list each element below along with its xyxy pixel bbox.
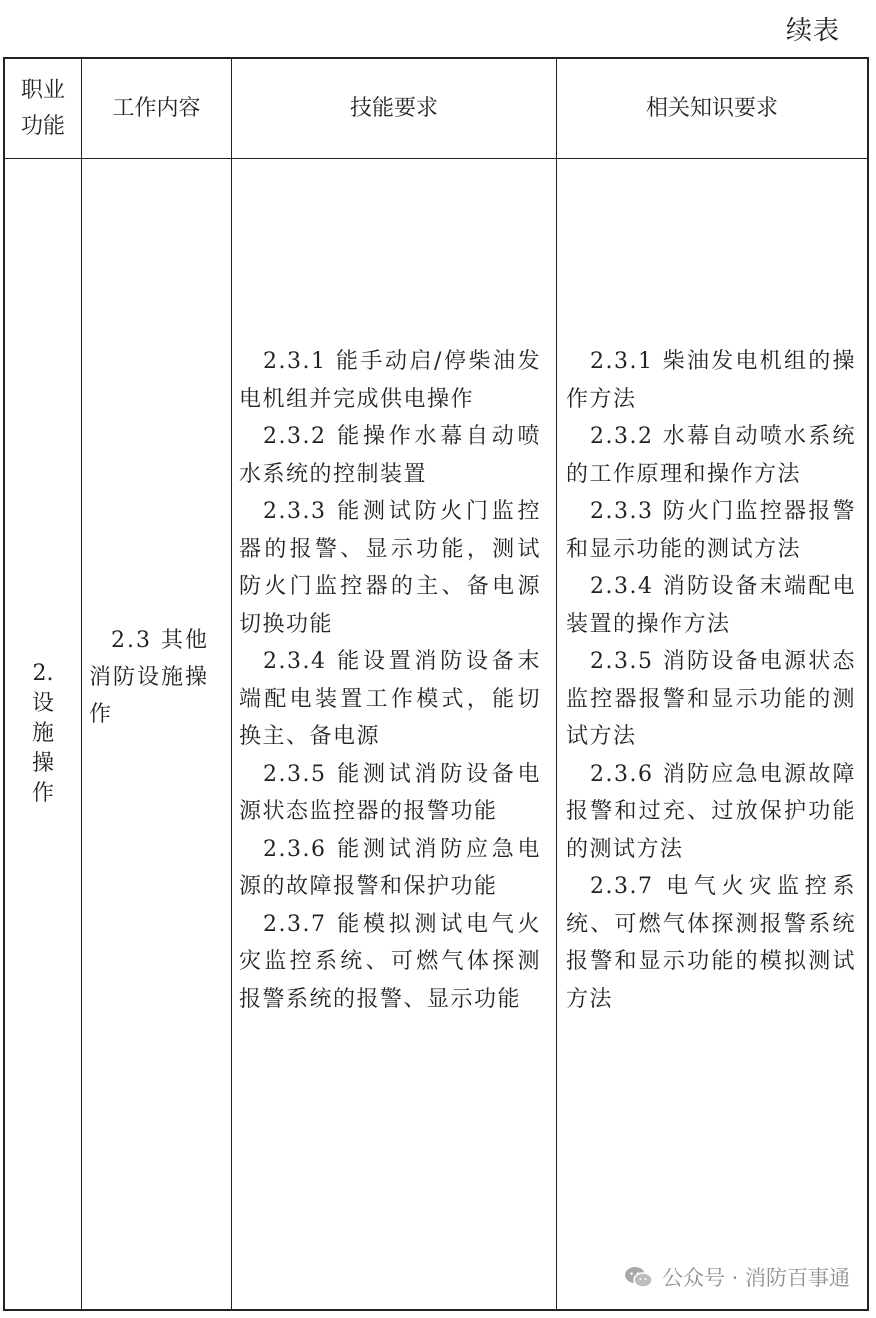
skill-item: 2.3.7 能模拟测试电气火灾监控系统、可燃气体探测报警系统的报警、显示功能	[239, 911, 541, 1012]
skills-column	[239, 343, 541, 1018]
watermark-text: 公众号 · 消防百事通	[661, 1266, 850, 1290]
table-caption: 续表	[785, 16, 840, 46]
skill-item: 2.3.2 能操作水幕自动喷水系统的控制装置	[239, 424, 541, 487]
header-content: 工作内容	[112, 95, 201, 121]
skill-item: 2.3.1 能手动启/停柴油发电机组并完成供电操作	[239, 349, 541, 412]
wechat-icon	[624, 1265, 654, 1289]
watermark	[624, 1262, 850, 1292]
header-role	[5, 59, 81, 158]
role-number: 2.	[32, 661, 54, 686]
role-name: 设施操作	[31, 691, 54, 806]
knowledge-item: 2.3.5 消防设备电源状态监控器报警和显示功能的测试方法	[566, 649, 856, 749]
skill-item: 2.3.6 能测试消防应急电源的故障报警和保护功能	[239, 836, 541, 899]
header-role-label: 职业功能	[20, 77, 65, 139]
knowledge-item: 2.3.6 消防应急电源故障报警和过充、过放保护功能的测试方法	[566, 761, 856, 862]
column-divider	[81, 59, 82, 1309]
column-divider	[556, 59, 557, 1309]
header-skills: 技能要求	[349, 95, 438, 121]
work-content: 2.3 其他消防设施操作	[89, 628, 210, 727]
role-cell	[5, 159, 81, 1309]
knowledge-item: 2.3.2 水幕自动喷水系统的工作原理和操作方法	[566, 424, 856, 487]
knowledge-item: 2.3.3 防火门监控器报警和显示功能的测试方法	[566, 499, 856, 562]
skill-item: 2.3.5 能测试消防设备电源状态监控器的报警功能	[239, 761, 541, 824]
knowledge-item: 2.3.4 消防设备末端配电装置的操作方法	[566, 574, 856, 637]
skill-item: 2.3.3 能测试防火门监控器的报警、显示功能，测试防火门监控器的主、备电源切换功能	[239, 499, 541, 637]
knowledge-item: 2.3.1 柴油发电机组的操作方法	[566, 349, 856, 412]
header-divider	[5, 158, 867, 159]
skill-item: 2.3.4 能设置消防设备末端配电装置工作模式，能切换主、备电源	[239, 649, 541, 749]
column-divider	[231, 59, 232, 1309]
knowledge-item: 2.3.7 电气火灾监控系统、可燃气体探测报警系统报警和显示功能的模拟测试方法	[566, 874, 856, 1012]
knowledge-column	[566, 343, 856, 1018]
header-knowledge: 相关知识要求	[645, 95, 778, 121]
